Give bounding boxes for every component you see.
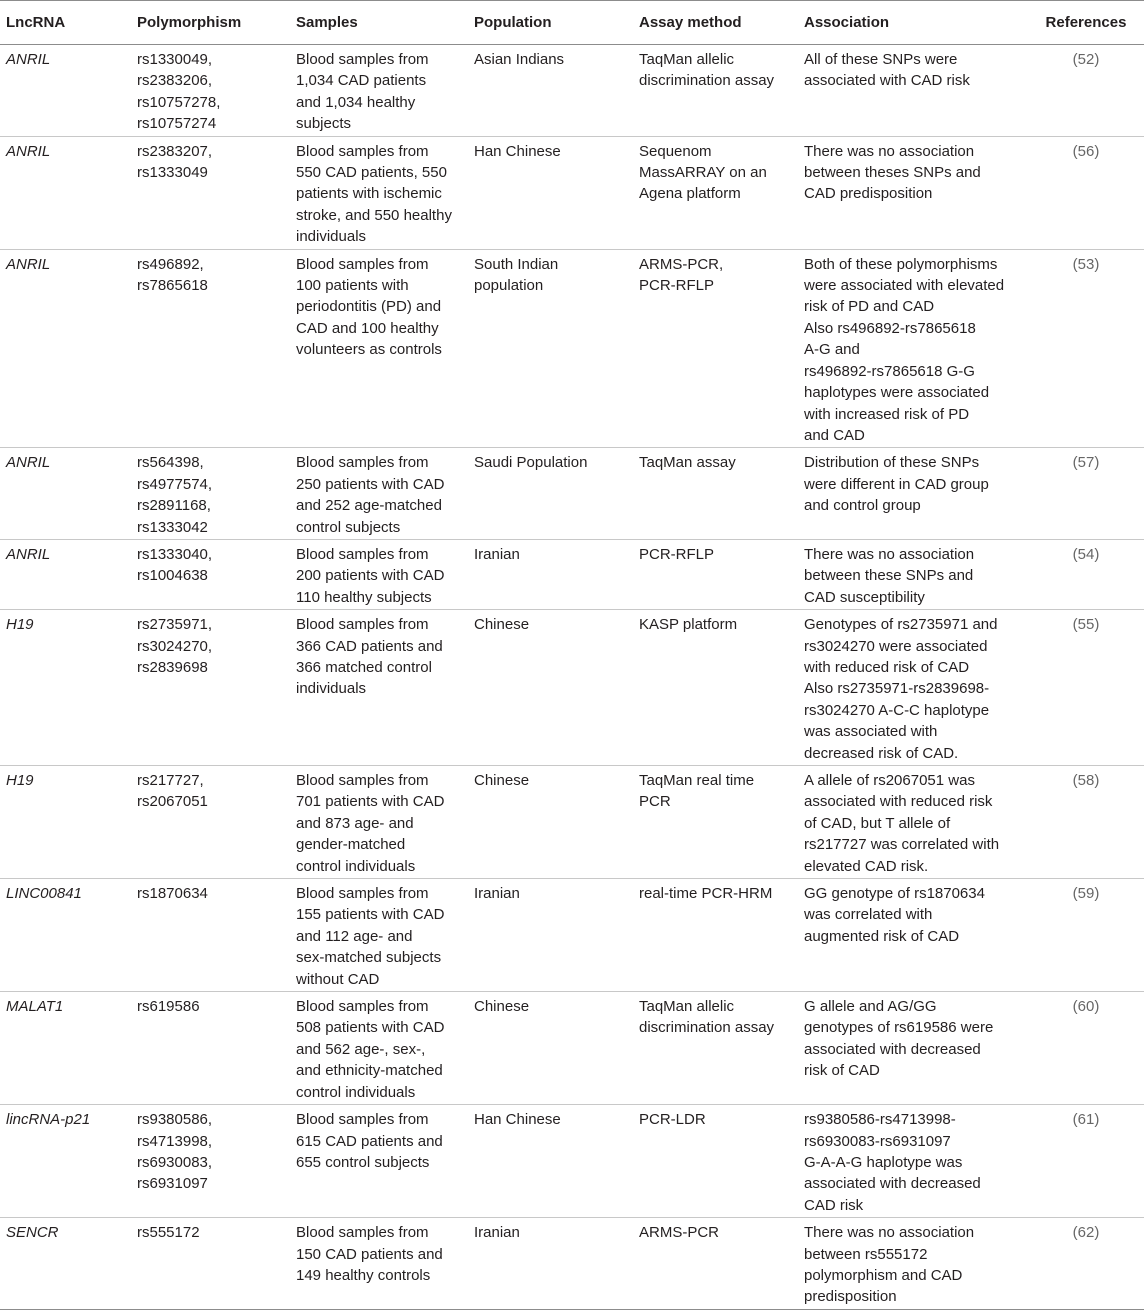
cell-assay-method-line: TaqMan real time xyxy=(639,772,755,789)
header-polymorphism: Polymorphism xyxy=(131,1,290,45)
cell-assay-method-line: discrimination assay xyxy=(639,72,775,90)
cell-polymorphism-line: rs1330049, xyxy=(137,51,213,68)
header-assay-method: Assay method xyxy=(633,1,798,45)
cell-samples-line: 200 patients with CAD xyxy=(296,567,445,585)
cell-association-line: was correlated with xyxy=(804,906,933,924)
cell-assay-method-line: PCR-RFLP xyxy=(639,545,715,563)
cell-association-line: genotypes of rs619586 were xyxy=(804,1019,994,1037)
cell-population xyxy=(468,992,633,1105)
cell-assay-method xyxy=(633,1218,798,1310)
cell-polymorphism xyxy=(131,766,290,879)
cell-population-line: Iranian xyxy=(474,885,520,903)
cell-population xyxy=(468,610,633,766)
cell-association-line: was associated with xyxy=(804,723,938,741)
cell-polymorphism-line: rs1004638 xyxy=(137,567,208,585)
cell-samples xyxy=(290,610,468,766)
cell-population-line: Han Chinese xyxy=(474,1111,561,1129)
cell-association-line: All of these SNPs were xyxy=(804,51,958,68)
cell-assay-method-line: ARMS-PCR xyxy=(639,1224,720,1242)
cell-association-line: haplotypes were associated xyxy=(804,384,990,402)
cell-samples-line: Blood samples from xyxy=(296,142,429,160)
cell-association-line: and control group xyxy=(804,497,921,515)
cell-samples-line: Blood samples from xyxy=(296,51,429,68)
cell-samples-line: volunteers as controls xyxy=(296,341,442,359)
cell-assay-method-line: PCR-LDR xyxy=(639,1111,706,1129)
cell-samples-line: patients with ischemic xyxy=(296,185,442,203)
cell-association-line: elevated CAD risk. xyxy=(804,857,929,875)
cell-lncrna: ANRIL xyxy=(0,45,131,137)
cell-association xyxy=(798,448,1028,540)
cell-samples-line: sex-matched subjects xyxy=(296,949,442,967)
table-row xyxy=(0,136,1144,249)
cell-population xyxy=(468,766,633,879)
cell-population-line: Iranian xyxy=(474,1224,520,1242)
cell-polymorphism xyxy=(131,539,290,609)
cell-reference[interactable]: (52) xyxy=(1028,45,1144,137)
cell-polymorphism-line: rs3024270, xyxy=(137,637,213,655)
header-row xyxy=(0,1,1144,45)
cell-polymorphism xyxy=(131,992,290,1105)
header-samples: Samples xyxy=(290,1,468,45)
cell-association-line: with increased risk of PD xyxy=(804,405,970,423)
cell-population-line: Han Chinese xyxy=(474,142,561,160)
cell-samples-line: Blood samples from xyxy=(296,772,429,789)
cell-samples-line: Blood samples from xyxy=(296,885,429,903)
cell-association-line: Also rs2735971-rs2839698- xyxy=(804,680,990,698)
cell-assay-method xyxy=(633,879,798,992)
cell-samples-line: Blood samples from xyxy=(296,1224,429,1242)
cell-reference[interactable]: (62) xyxy=(1028,1218,1144,1310)
cell-reference[interactable]: (53) xyxy=(1028,249,1144,448)
cell-association-line: rs3024270 A-C-C haplotype xyxy=(804,701,990,719)
cell-association-line: There was no association xyxy=(804,1224,975,1242)
cell-polymorphism-line: rs496892, xyxy=(137,255,204,273)
table-row xyxy=(0,448,1144,540)
cell-samples-line: 250 patients with CAD xyxy=(296,475,445,493)
cell-polymorphism-line: rs217727, xyxy=(137,772,204,789)
cell-assay-method-line: KASP platform xyxy=(639,616,738,634)
cell-samples-line: periodontitis (PD) and xyxy=(296,298,442,316)
cell-samples-line: 701 patients with CAD xyxy=(296,793,445,811)
table-row xyxy=(0,539,1144,609)
table-row xyxy=(0,992,1144,1105)
cell-assay-method-line: TaqMan allelic xyxy=(639,998,735,1016)
cell-association-line: CAD risk xyxy=(804,1196,864,1214)
cell-assay-method-line: Agena platform xyxy=(639,185,741,203)
cell-polymorphism-line: rs6931097 xyxy=(137,1175,208,1193)
cell-samples xyxy=(290,766,468,879)
cell-lncrna: lincRNA-p21 xyxy=(0,1105,131,1218)
header-association: Association xyxy=(798,1,1028,45)
cell-samples-line: individuals xyxy=(296,228,367,246)
cell-polymorphism-line: rs2891168, xyxy=(137,497,211,515)
cell-association-line: associated with CAD risk xyxy=(804,72,970,90)
cell-association-line: associated with decreased xyxy=(804,1175,981,1193)
cell-association xyxy=(798,539,1028,609)
cell-association-line: Also rs496892-rs7865618 xyxy=(804,319,976,337)
cell-samples xyxy=(290,879,468,992)
cell-population xyxy=(468,879,633,992)
cell-polymorphism-line: rs2067051 xyxy=(137,793,208,811)
cell-samples-line: 655 control subjects xyxy=(296,1153,430,1171)
cell-association-line: risk of CAD xyxy=(804,1062,880,1080)
cell-association xyxy=(798,45,1028,137)
cell-population xyxy=(468,448,633,540)
cell-association-line: rs9380586-rs4713998- xyxy=(804,1111,956,1129)
cell-population xyxy=(468,1105,633,1218)
cell-assay-method xyxy=(633,539,798,609)
cell-samples-line: CAD and 100 healthy xyxy=(296,319,439,337)
cell-association xyxy=(798,136,1028,249)
table-row xyxy=(0,879,1144,992)
cell-assay-method xyxy=(633,249,798,448)
cell-samples-line: and 112 age- and xyxy=(296,927,413,945)
cell-samples-line: 615 CAD patients and xyxy=(296,1132,443,1150)
cell-association xyxy=(798,766,1028,879)
cell-population xyxy=(468,1218,633,1310)
cell-samples-line: individuals xyxy=(296,680,367,698)
cell-polymorphism-line: rs4977574, xyxy=(137,475,213,493)
cell-population-line: Saudi Population xyxy=(474,454,588,472)
cell-samples-line: 366 CAD patients and xyxy=(296,637,443,655)
cell-polymorphism xyxy=(131,1218,290,1310)
cell-lncrna: H19 xyxy=(0,766,131,879)
table-body xyxy=(0,45,1144,1310)
cell-association-line: G allele and AG/GG xyxy=(804,998,937,1016)
cell-polymorphism-line: rs1870634 xyxy=(137,885,208,903)
cell-assay-method-line: MassARRAY on an xyxy=(639,164,767,182)
cell-association-line: A-G and xyxy=(804,341,860,359)
cell-samples-line: and 252 age-matched xyxy=(296,497,442,515)
cell-association-line: and CAD xyxy=(804,426,865,444)
cell-association-line: were different in CAD group xyxy=(804,475,989,493)
cell-lncrna: MALAT1 xyxy=(0,992,131,1105)
cell-association-line: of CAD, but T allele of xyxy=(804,814,951,832)
cell-samples-line: 1,034 CAD patients xyxy=(296,72,427,90)
header-lncrna: LncRNA xyxy=(0,1,131,45)
cell-assay-method xyxy=(633,766,798,879)
cell-association-line: GG genotype of rs1870634 xyxy=(804,885,985,903)
cell-population-line: Iranian xyxy=(474,545,520,563)
cell-association-line: augmented risk of CAD xyxy=(804,927,960,945)
cell-samples-line: and 562 age-, sex-, xyxy=(296,1040,426,1058)
cell-samples-line: Blood samples from xyxy=(296,1111,429,1129)
cell-association-line: rs217727 was correlated with xyxy=(804,836,1000,854)
cell-polymorphism-line: rs2839698 xyxy=(137,658,208,676)
cell-polymorphism-line: rs10757274 xyxy=(137,115,217,133)
cell-association-line: Distribution of these SNPs xyxy=(804,454,980,472)
table-row xyxy=(0,1105,1144,1218)
cell-reference[interactable]: (57) xyxy=(1028,448,1144,540)
cell-association-line: There was no association xyxy=(804,142,975,160)
cell-reference[interactable]: (58) xyxy=(1028,766,1144,879)
cell-assay-method-line: real-time PCR-HRM xyxy=(639,885,773,903)
cell-population-line: Chinese xyxy=(474,998,530,1016)
cell-association-line: associated with reduced risk xyxy=(804,793,993,811)
header-population: Population xyxy=(468,1,633,45)
cell-samples-line: and 1,034 healthy xyxy=(296,93,416,111)
cell-polymorphism-line: rs9380586, xyxy=(137,1111,213,1129)
cell-polymorphism-line: rs7865618 xyxy=(137,277,208,295)
cell-reference[interactable]: (61) xyxy=(1028,1105,1144,1218)
cell-samples xyxy=(290,1105,468,1218)
cell-assay-method xyxy=(633,992,798,1105)
cell-reference[interactable]: (54) xyxy=(1028,539,1144,609)
cell-population-line: population xyxy=(474,277,544,295)
cell-samples-line: and ethnicity-matched xyxy=(296,1062,443,1080)
cell-association-line: between theses SNPs and xyxy=(804,164,981,182)
table-header xyxy=(0,1,1144,45)
cell-polymorphism xyxy=(131,1105,290,1218)
cell-samples-line: control individuals xyxy=(296,1083,416,1101)
cell-assay-method xyxy=(633,136,798,249)
cell-population-line: Asian Indians xyxy=(474,51,565,68)
cell-association-line: CAD susceptibility xyxy=(804,588,925,606)
cell-population-line: Chinese xyxy=(474,772,530,789)
cell-polymorphism-line: rs6930083, xyxy=(137,1153,213,1171)
cell-polymorphism-line: rs555172 xyxy=(137,1224,200,1242)
cell-association xyxy=(798,610,1028,766)
cell-population xyxy=(468,249,633,448)
cell-association xyxy=(798,1218,1028,1310)
cell-reference[interactable]: (56) xyxy=(1028,136,1144,249)
cell-assay-method-line: discrimination assay xyxy=(639,1019,775,1037)
cell-lncrna: SENCR xyxy=(0,1218,131,1310)
cell-population-line: South Indian xyxy=(474,255,559,273)
cell-assay-method xyxy=(633,45,798,137)
table-row xyxy=(0,249,1144,448)
cell-samples-line: and 873 age- and xyxy=(296,814,414,832)
cell-samples-line: 110 healthy subjects xyxy=(296,588,432,606)
cell-association xyxy=(798,992,1028,1105)
cell-assay-method-line: TaqMan assay xyxy=(639,454,736,472)
cell-samples-line: without CAD xyxy=(296,970,380,988)
cell-polymorphism-line: rs2383207, xyxy=(137,142,213,160)
cell-polymorphism xyxy=(131,136,290,249)
cell-assay-method-line: ARMS-PCR, xyxy=(639,255,724,273)
cell-samples-line: Blood samples from xyxy=(296,255,429,273)
header-references: References xyxy=(1028,1,1144,45)
cell-association-line: associated with decreased xyxy=(804,1040,981,1058)
cell-association-line: predisposition xyxy=(804,1288,897,1306)
cell-assay-method xyxy=(633,610,798,766)
cell-polymorphism-line: rs1333042 xyxy=(137,518,208,536)
cell-polymorphism-line: rs10757278, xyxy=(137,93,221,111)
cell-association-line: A allele of rs2067051 was xyxy=(804,772,975,789)
cell-samples-line: 150 CAD patients and xyxy=(296,1245,443,1263)
cell-association-line: between these SNPs and xyxy=(804,567,974,585)
cell-assay-method-line: Sequenom xyxy=(639,142,712,160)
cell-samples xyxy=(290,992,468,1105)
cell-samples-line: Blood samples from xyxy=(296,545,429,563)
cell-association-line: were associated with elevated xyxy=(804,277,1005,295)
cell-samples-line: 100 patients with xyxy=(296,277,409,295)
cell-association-line: risk of PD and CAD xyxy=(804,298,935,316)
cell-samples xyxy=(290,136,468,249)
cell-reference[interactable]: (60) xyxy=(1028,992,1144,1105)
cell-lncrna: ANRIL xyxy=(0,448,131,540)
cell-assay-method-line: PCR xyxy=(639,793,671,811)
cell-samples xyxy=(290,1218,468,1310)
cell-samples-line: control subjects xyxy=(296,518,401,536)
cell-association-line: CAD predisposition xyxy=(804,185,933,203)
cell-samples xyxy=(290,45,468,137)
cell-association-line: rs496892-rs7865618 G-G xyxy=(804,362,975,380)
cell-samples xyxy=(290,448,468,540)
cell-association xyxy=(798,879,1028,992)
cell-polymorphism-line: rs619586 xyxy=(137,998,200,1016)
cell-polymorphism xyxy=(131,879,290,992)
cell-association-line: decreased risk of CAD. xyxy=(804,744,959,762)
cell-association-line: Both of these polymorphisms xyxy=(804,255,998,273)
table-row xyxy=(0,45,1144,137)
cell-lncrna: LINC00841 xyxy=(0,879,131,992)
cell-association-line: rs3024270 were associated xyxy=(804,637,988,655)
cell-samples-line: 366 matched control xyxy=(296,658,432,676)
cell-polymorphism xyxy=(131,45,290,137)
cell-samples-line: stroke, and 550 healthy xyxy=(296,206,452,224)
cell-assay-method-line: TaqMan allelic xyxy=(639,51,735,68)
cell-association-line: G-A-A-G haplotype was xyxy=(804,1153,963,1171)
cell-polymorphism-line: rs4713998, xyxy=(137,1132,213,1150)
cell-samples-line: gender-matched xyxy=(296,836,406,854)
cell-association xyxy=(798,249,1028,448)
cell-association-line: rs6930083-rs6931097 xyxy=(804,1132,951,1150)
cell-association xyxy=(798,1105,1028,1218)
cell-samples-line: 508 patients with CAD xyxy=(296,1019,445,1037)
cell-population xyxy=(468,136,633,249)
cell-samples-line: subjects xyxy=(296,115,352,133)
cell-polymorphism xyxy=(131,448,290,540)
cell-population xyxy=(468,539,633,609)
cell-assay-method-line: PCR-RFLP xyxy=(639,277,715,295)
cell-polymorphism-line: rs1333040, xyxy=(137,545,213,563)
cell-samples-line: Blood samples from xyxy=(296,616,429,634)
cell-polymorphism xyxy=(131,249,290,448)
cell-polymorphism-line: rs2383206, xyxy=(137,72,213,90)
cell-samples-line: 155 patients with CAD xyxy=(296,906,445,924)
cell-samples xyxy=(290,249,468,448)
cell-lncrna: ANRIL xyxy=(0,539,131,609)
cell-lncrna: ANRIL xyxy=(0,249,131,448)
cell-association-line: Genotypes of rs2735971 and xyxy=(804,616,998,634)
cell-lncrna: ANRIL xyxy=(0,136,131,249)
cell-polymorphism-line: rs2735971, xyxy=(137,616,213,634)
cell-polymorphism-line: rs1333049 xyxy=(137,164,208,182)
cell-polymorphism-line: rs564398, xyxy=(137,454,204,472)
cell-polymorphism xyxy=(131,610,290,766)
cell-population xyxy=(468,45,633,137)
cell-association-line: There was no association xyxy=(804,545,975,563)
cell-association-line: with reduced risk of CAD xyxy=(804,658,970,676)
cell-assay-method xyxy=(633,1105,798,1218)
cell-lncrna: H19 xyxy=(0,610,131,766)
cell-assay-method xyxy=(633,448,798,540)
cell-samples-line: 550 CAD patients, 550 xyxy=(296,164,447,182)
cell-samples-line: 149 healthy controls xyxy=(296,1266,431,1284)
table-row xyxy=(0,1218,1144,1310)
cell-samples-line: Blood samples from xyxy=(296,998,429,1016)
cell-samples-line: control individuals xyxy=(296,857,416,875)
cell-association-line: between rs555172 xyxy=(804,1245,928,1263)
table-row xyxy=(0,766,1144,879)
cell-reference[interactable]: (59) xyxy=(1028,879,1144,992)
cell-reference[interactable]: (55) xyxy=(1028,610,1144,766)
table-row xyxy=(0,610,1144,766)
cell-samples-line: Blood samples from xyxy=(296,454,429,472)
cell-population-line: Chinese xyxy=(474,616,530,634)
cell-samples xyxy=(290,539,468,609)
cell-association-line: polymorphism and CAD xyxy=(804,1266,963,1284)
